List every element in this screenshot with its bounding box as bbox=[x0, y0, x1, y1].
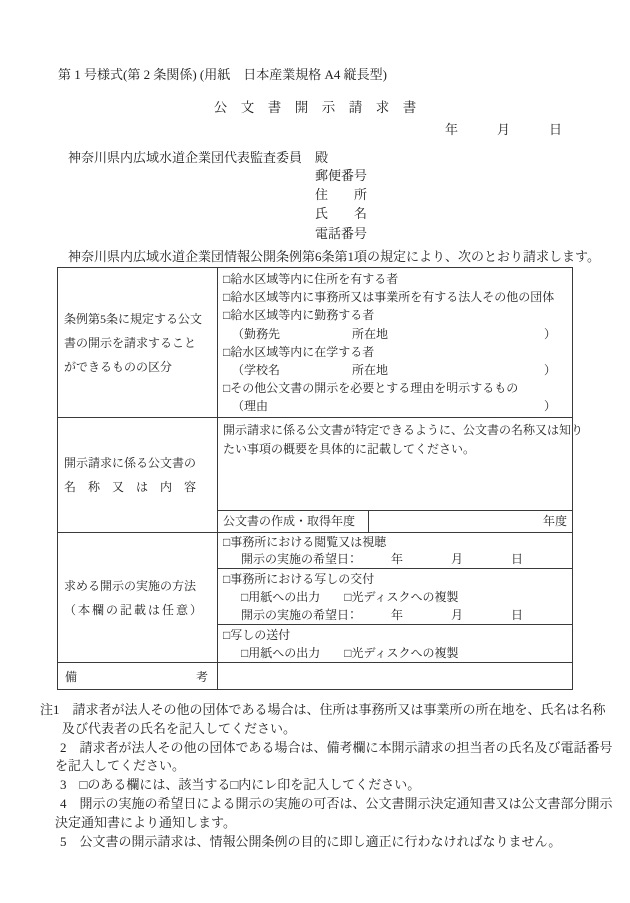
guidance-line: 開示請求に係る公文書が特定できるように、公文書の名称又は知り bbox=[223, 423, 584, 437]
row-category bbox=[58, 268, 572, 417]
document-name-guidance bbox=[218, 418, 584, 510]
note-line: 5 公文書の開示請求は、情報公開条例の目的に即し適正に行わなければなりません。 bbox=[60, 833, 562, 849]
category-option-line-checkbox[interactable]: □給水区域等内に勤務する者 bbox=[223, 308, 375, 323]
method-line-checkbox[interactable]: □用紙への出力 □光ディスクへの複製 bbox=[241, 589, 459, 604]
method-line-checkbox[interactable]: □事務所における閲覧又は視聴 bbox=[223, 535, 387, 549]
note-line: 2 請求者が法人その他の団体である場合は、備考欄に本開示請求の担当者の氏名及び電話番号 bbox=[60, 739, 613, 755]
page-title: 公 文 書 開 示 請 求 書 bbox=[213, 100, 417, 115]
note-line: 3 □のある欄には、該当する□内にレ印を記入してください。 bbox=[60, 777, 421, 793]
method-label-line: 求める開示の実施の方法 bbox=[64, 578, 197, 593]
method-line-checkbox[interactable]: □事務所における写しの交付 bbox=[223, 571, 375, 586]
category-label-cell bbox=[58, 268, 218, 417]
note-line: 決定通知書により通知します。 bbox=[55, 814, 236, 830]
remarks-label-right: 考 bbox=[195, 669, 208, 684]
category-option-line: （勤務先 所在地 ） bbox=[232, 326, 557, 341]
method-line-checkbox[interactable]: □用紙への出力 □光ディスクへの複製 bbox=[241, 645, 459, 660]
fiscal-year-row bbox=[218, 510, 572, 532]
document-name-content-cell bbox=[218, 418, 584, 532]
contact-field-label: 氏 名 bbox=[315, 206, 368, 222]
contact-field-label: 電話番号 bbox=[315, 225, 368, 241]
document-name-label-line: 名 称 又 は 内 容 bbox=[64, 480, 197, 494]
instruction-line: 神奈川県内広域水道企業団情報公開条例第6条第1項の規定により、次のとおり請求します。 bbox=[68, 249, 600, 264]
date-line: 年 月 日 bbox=[444, 122, 562, 137]
document-name-label-line: 開示請求に係る公文書の bbox=[64, 456, 197, 470]
footnotes bbox=[0, 701, 630, 851]
guidance-line: たい事項の概要を具体的に記載してください。 bbox=[223, 442, 476, 456]
category-option-line-checkbox[interactable]: □その他公文書の開示を必要とする理由を明示するもの bbox=[223, 381, 519, 396]
method-line: 開示の実施の希望日： 年 月 日 bbox=[241, 607, 524, 622]
contact-field-label: 住 所 bbox=[315, 187, 368, 203]
method-line-checkbox[interactable]: □写しの送付 bbox=[223, 627, 291, 642]
row-remarks bbox=[58, 662, 572, 689]
fiscal-year-label: 公文書の作成・取得年度 bbox=[218, 511, 369, 532]
category-option-line-checkbox[interactable]: □給水区域等内に在学する者 bbox=[223, 344, 375, 359]
addressee-line: 神奈川県内広域水道企業団代表監査委員 殿 bbox=[68, 150, 329, 165]
method-content-cell bbox=[218, 533, 572, 662]
contact-fields bbox=[315, 166, 367, 243]
category-label-line: 書の開示を請求すること bbox=[64, 335, 197, 350]
method-copy-mail-block bbox=[218, 624, 572, 662]
category-option-line: （理由 ） bbox=[232, 399, 557, 414]
category-options-cell bbox=[218, 268, 572, 417]
form-number: 第 1 号様式(第 2 条関係) (用紙 日本産業規格 A4 縦長型) bbox=[58, 67, 387, 82]
category-label-line: ができるものの区分 bbox=[64, 359, 173, 374]
method-line: 開示の実施の希望日： 年 月 日 bbox=[241, 551, 524, 566]
remarks-label-left: 備 bbox=[65, 669, 78, 684]
contact-field-label: 郵便番号 bbox=[315, 168, 368, 183]
note-line: 注1 請求者が法人その他の団体である場合は、住所は事務所又は事業所の所在地を、氏名は名称 bbox=[40, 702, 606, 717]
document-name-label-cell bbox=[58, 418, 218, 532]
category-option-line-checkbox[interactable]: □給水区域等内に住所を有する者 bbox=[223, 272, 399, 286]
fiscal-year-input-area[interactable]: 年度 bbox=[542, 514, 567, 528]
method-viewing-block bbox=[218, 533, 572, 568]
note-line: 4 開示の実施の希望日による開示の実施の可否は、公文書開示決定通知書又は公文書部分開示 bbox=[60, 795, 613, 811]
remarks-input-area[interactable] bbox=[218, 663, 572, 689]
note-line: を記入してください。 bbox=[55, 758, 186, 774]
request-form-table bbox=[57, 267, 584, 690]
note-line: 及び代表者の氏名を記入してください。 bbox=[62, 720, 297, 736]
remarks-label-cell bbox=[58, 663, 218, 689]
row-document-name bbox=[58, 417, 584, 532]
category-label-line: 条例第5条に規定する公文 bbox=[64, 311, 203, 326]
category-option-line: （学校名 所在地 ） bbox=[232, 363, 557, 378]
method-label-cell bbox=[58, 533, 218, 662]
method-label-line: （本欄の記載は任意） bbox=[64, 602, 205, 617]
category-option-line-checkbox[interactable]: □給水区域等内に事務所又は事業所を有する法人その他の団体 bbox=[223, 290, 555, 305]
method-copy-office-block bbox=[218, 568, 572, 624]
row-method bbox=[58, 532, 572, 662]
